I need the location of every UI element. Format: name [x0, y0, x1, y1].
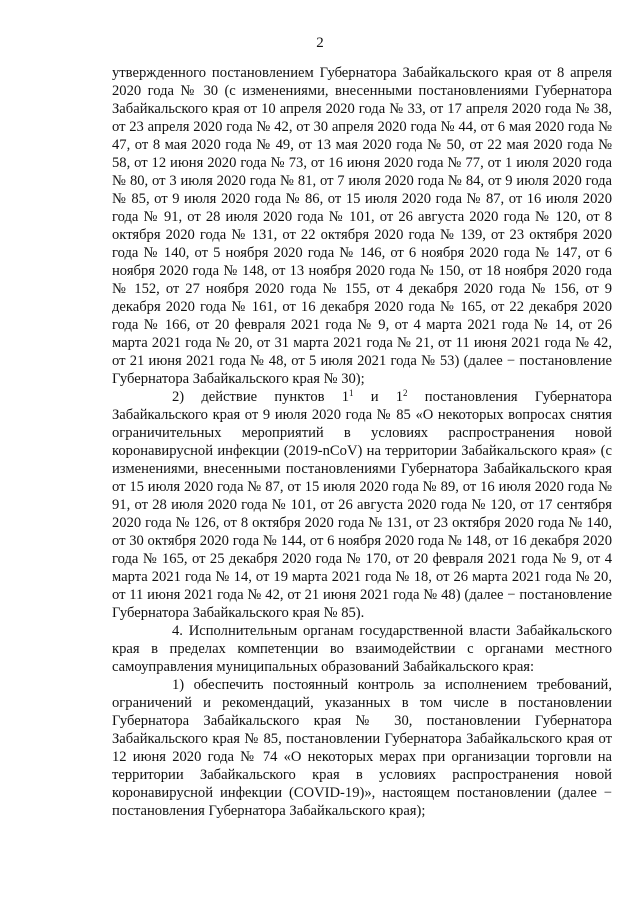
superscript-1: 1	[349, 388, 354, 398]
paragraph-item-2-text: постановления Губернатора Забайкальского края от 9 июля 2020 года № 85 «О некоторых вопросах снятия ограничительных мероприятий в условиях распространения новой коронавирусной инфекции (2019-nCoV) на территории Забайкальского края» (с изменениями, внесенными постановлениями Губернатора Забайкальского края от 15 июля 2020 года № 87, от 15 июля 2020 года № 89, от 16 июля 2020 года № 91, от 28 июля 2020 года № 101, от 26 августа 2020 года № 120, от 17 сентября 2020 года № 126, от 8 октября 2020 года № 131, от 23 октября 2020 года № 140, от 30 октября 2020 года № 144, от 6 ноября 2020 года № 148, от 16 декабря 2020 года № 165, от 25 декабря 2020 года № 170, от 20 февраля 2021 года № 9, от 4 марта 2021 года № 14, от 19 марта 2021 года № 18, от 26 марта 2021 года № 20, от 11 июня 2021 года № 42, от 21 июня 2021 года № 48) (далее − постановление Губернатора Забайкальского края № 85).	[112, 389, 612, 621]
paragraph-item-2-lead: 2) действие пунктов 1	[172, 389, 350, 405]
paragraph-section-4-item-1: 1) обеспечить постоянный контроль за исполнением требований, ограничений и рекомендаций, указанных в том числе в постановлении Губернатора Забайкальского края № 30, постановлении Губернатора Забайкальского края № 85, постановлении Губернатора Забайкальского края от 12 июня 2020 года № 74 «О некоторых мерах при организации торговли на территории Забайкальского края в условиях распространения новой коронавирусной инфекции (COVID-19)», настоящем постановлении (далее − постановления Губернатора Забайкальского края);	[112, 677, 612, 819]
paragraph-item-2-mid: и 1	[353, 389, 404, 405]
superscript-2: 2	[403, 388, 408, 398]
document-body	[112, 64, 612, 820]
paragraph-continuation: утвержденного постановлением Губернатора Забайкальского края от 8 апреля 2020 года № 30 (с изменениями, внесенными постановлениями Губернатора Забайкальского края от 10 апреля 2020 года № 33, от 17 апреля 2020 года № 38, от 23 апреля 2020 года № 42, от 30 апреля 2020 года № 44, от 6 мая 2020 года № 47, от 8 мая 2020 года № 49, от 13 мая 2020 года № 50, от 22 мая 2020 года № 58, от 12 июня 2020 года № 73, от 16 июня 2020 года № 77, от 1 июля 2020 года № 80, от 3 июля 2020 года № 81, от 7 июля 2020 года № 84, от 9 июля 2020 года № 85, от 9 июля 2020 года № 86, от 15 июля 2020 года № 87, от 16 июля 2020 года № 91, от 28 июля 2020 года № 101, от 26 августа 2020 года № 120, от 8 октября 2020 года № 131, от 22 октября 2020 года № 139, от 23 октября 2020 года № 140, от 5 ноября 2020 года № 146, от 6 ноября 2020 года № 147, от 6 ноября 2020 года № 148, от 13 ноября 2020 года № 150, от 18 ноября 2020 года № 152, от 27 ноября 2020 года № 155, от 4 декабря 2020 года № 156, от 9 декабря 2020 года № 161, от 16 декабря 2020 года № 165, от 22 декабря 2020 года № 166, от 20 февраля 2021 года № 9, от 4 марта 2021 года № 14, от 26 марта 2021 года № 20, от 31 марта 2021 года № 21, от 11 июня 2021 года № 42, от 21 июня 2021 года № 48, от 5 июля 2021 года № 53) (далее − постановление Губернатора Забайкальского края № 30);	[112, 65, 612, 387]
page-number: 2	[316, 35, 324, 51]
paragraph-section-4: 4. Исполнительным органам государственной власти Забайкальского края в пределах компетенции во взаимодействии с органами местного самоуправления муниципальных образований Забайкальского края:	[112, 623, 612, 675]
paragraph-item-2	[112, 388, 612, 622]
